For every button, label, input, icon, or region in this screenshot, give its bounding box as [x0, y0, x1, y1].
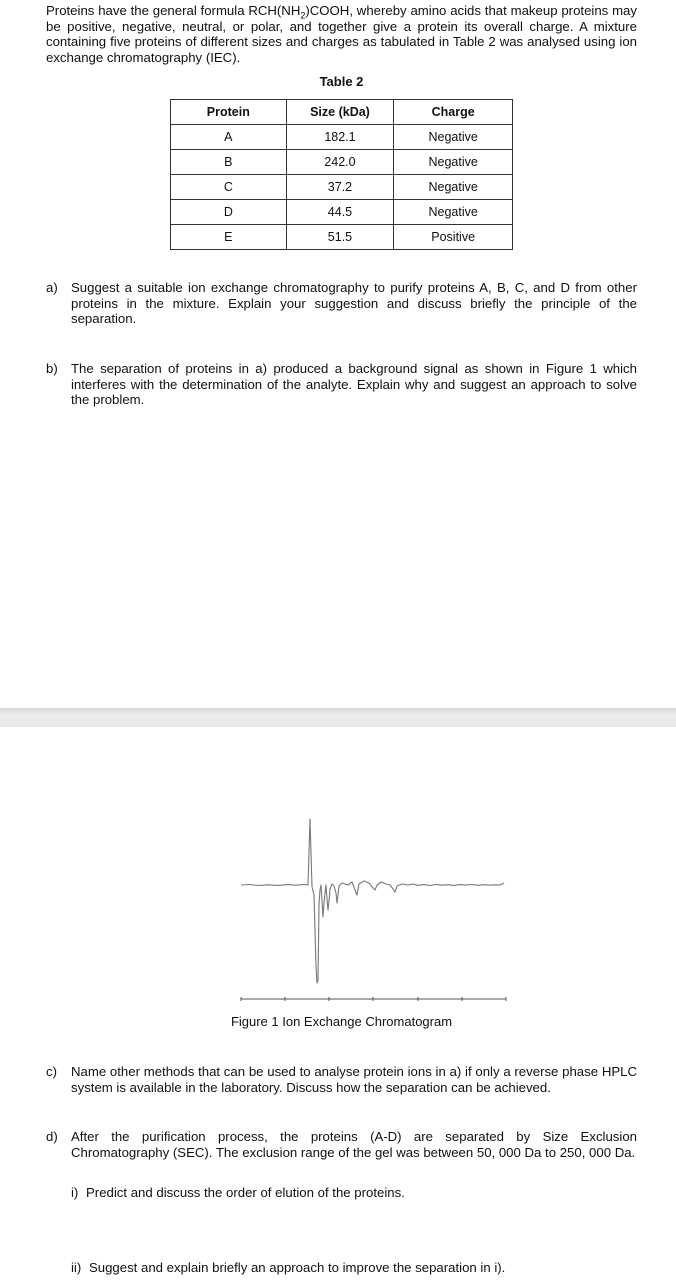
- question-d: [46, 1129, 637, 1160]
- question-d-i-label: i): [71, 1185, 79, 1200]
- page-separator: [0, 708, 676, 727]
- cell-size: 37.2: [286, 175, 394, 200]
- question-d-i: [71, 1185, 631, 1201]
- figure-caption: Figure 1 Ion Exchange Chromatogram: [230, 1014, 453, 1029]
- cell-protein: E: [171, 225, 287, 250]
- chromatogram-trace: [241, 819, 504, 983]
- cell-charge: Positive: [394, 225, 513, 250]
- table-row: [171, 150, 513, 175]
- header-size: Size (kDa): [286, 100, 394, 125]
- table-row: [171, 225, 513, 250]
- question-a-text: Suggest a suitable ion exchange chromatography to purify proteins A, B, C, and D from other proteins in the mixture. Explain your suggestion and discuss briefly the principle of the separation.: [71, 280, 637, 327]
- cell-protein: C: [171, 175, 287, 200]
- subscript-two: 2: [300, 10, 306, 21]
- protein-table: [170, 99, 513, 250]
- cell-charge: Negative: [394, 125, 513, 150]
- table-row: [171, 125, 513, 150]
- question-c-label: c): [46, 1064, 57, 1079]
- question-b: [46, 361, 637, 408]
- question-b-label: b): [46, 361, 58, 376]
- cell-size: 242.0: [286, 150, 394, 175]
- cell-size: 44.5: [286, 200, 394, 225]
- question-a: [46, 280, 637, 327]
- question-c: [46, 1064, 637, 1095]
- question-a-label: a): [46, 280, 58, 295]
- cell-protein: D: [171, 200, 287, 225]
- question-d-i-text: Predict and discuss the order of elution of the proteins.: [86, 1185, 405, 1200]
- question-d-ii-text: Suggest and explain briefly an approach to improve the separation in i).: [88, 1260, 506, 1275]
- cell-charge: Negative: [394, 150, 513, 175]
- cell-charge: Negative: [394, 200, 513, 225]
- question-d-ii-label: ii): [71, 1260, 82, 1275]
- table-row: [171, 200, 513, 225]
- cell-size: 51.5: [286, 225, 394, 250]
- question-b-text: The separation of proteins in a) produced a background signal as shown in Figure 1 which interferes with the determination of the analyte. Explain why and suggest an approach to solve the problem.: [71, 361, 637, 408]
- question-d-text: After the purification process, the proteins (A-D) are separated by Size Exclusion Chromatography (SEC). The exclusion range of the gel was between 50, 000 Da to 250, 000 Da.: [71, 1129, 637, 1160]
- header-charge: Charge: [394, 100, 513, 125]
- cell-protein: A: [171, 125, 287, 150]
- question-d-ii: [71, 1260, 631, 1276]
- table-header-row: [171, 100, 513, 125]
- cell-size: 182.1: [286, 125, 394, 150]
- table-row: [171, 175, 513, 200]
- ion-exchange-chromatogram: [238, 815, 510, 1005]
- cell-protein: B: [171, 150, 287, 175]
- question-c-text: Name other methods that can be used to analyse protein ions in a) if only a reverse phase HPLC system is available in the laboratory. Discuss how the separation can be achieved.: [71, 1064, 637, 1095]
- intro-paragraph: Proteins have the general formula $RCH(NH_2)COOH$, whereby amino acids that makeup proteins may be positive, negative, neutral, or polar, and together give a protein its overall charge. A mixture containing five proteins of different sizes and charges as tabulated in Table 2 was analysed using ion exchange chromatography (IEC).: [46, 3, 637, 65]
- header-protein: Protein: [171, 100, 287, 125]
- question-d-label: d): [46, 1129, 58, 1144]
- table-title: Table 2: [319, 74, 364, 89]
- cell-charge: Negative: [394, 175, 513, 200]
